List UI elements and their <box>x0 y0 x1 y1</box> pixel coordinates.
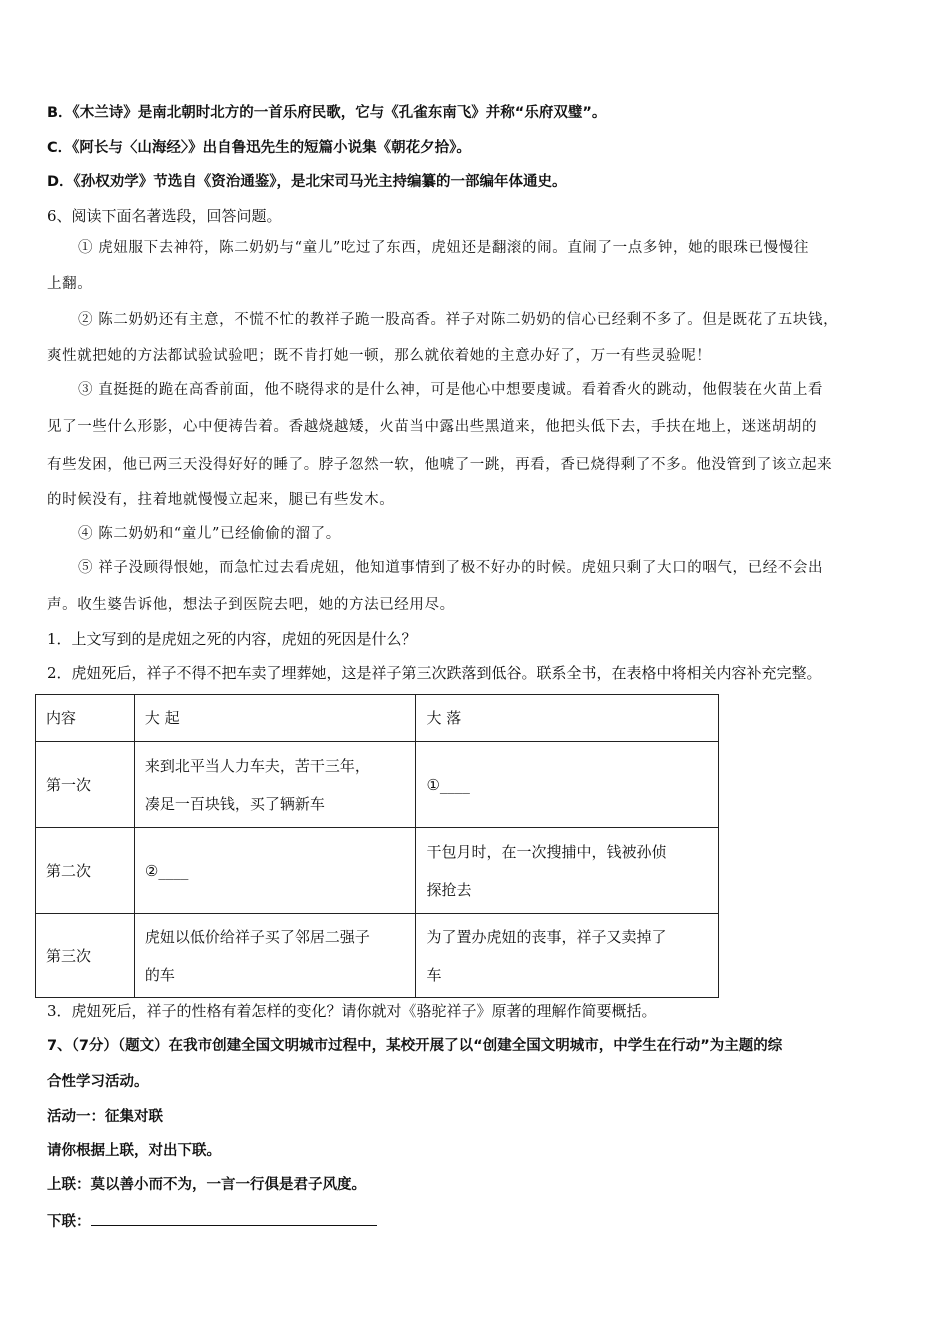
table-row <box>36 742 719 828</box>
activity-title: 活动一：征集对联 <box>47 1109 163 1125</box>
cell-line: 干包月时，在一次搜捕中，钱被孙侦 <box>426 842 667 861</box>
passage-p5-line1: ⑤ 祥子没顾得恨她，而急忙过去看虎妞，他知道事情到了极不好办的时候。虎妞只剩了大口的咽气，已经不会出 <box>78 560 824 576</box>
sub-question-2: 2．虎妞死后，祥子不得不把车卖了埋葬她，这是祥子第三次跌落到低谷。联系全书，在表格中将相关内容补充完整。 <box>47 664 822 682</box>
option-b: B．《木兰诗》是南北朝时北方的一首乐府民歌，它与《孔雀东南飞》并称“乐府双璧”。 <box>47 105 607 121</box>
sub-question-1: 1．上文写到的是虎妞之死的内容，虎妞的死因是什么？ <box>47 630 417 648</box>
cell-line: 来到北平当人力车夫，苦干三年， <box>144 756 370 775</box>
table-row <box>36 828 719 914</box>
cell-line: 车 <box>426 965 442 984</box>
table-header-row <box>36 695 719 742</box>
row-label: 第二次 <box>36 828 135 914</box>
question-7-head-line2: 合性学习活动。 <box>47 1074 149 1090</box>
passage-p1-line1: ① 虎妞服下去神符，陈二奶奶与“童儿”吃过了东西，虎妞还是翻滚的闹。直闹了一点多钟，她的眼珠已慢慢往 <box>78 240 809 256</box>
option-d: D．《孙权劝学》节选自《资治通鉴》，是北宋司马光主持编纂的一部编年体通史。 <box>47 174 567 190</box>
upper-couplet: 上联：莫以善小而不为，一言一行俱是君子风度。 <box>47 1177 366 1193</box>
row-label: 第三次 <box>36 914 135 998</box>
passage-p3-line4: 的时候没有，拄着地就慢慢立起来，腿已有些发木。 <box>47 492 395 508</box>
lower-couplet <box>47 1209 910 1232</box>
cell-line: 探抢去 <box>426 880 472 899</box>
lower-couplet-answer-blank[interactable] <box>91 1209 377 1226</box>
question-6-intro: 6、阅读下面名著选段，回答问题。 <box>47 207 282 225</box>
question-7-head-line1: 7、（7分）（题文）在我市创建全国文明城市过程中，某校开展了以“创建全国文明城市，中学生在行动”为主题的综 <box>47 1038 783 1054</box>
row-label: 第一次 <box>36 742 135 828</box>
table-header-cell: 内容 <box>36 695 135 742</box>
cell-line: 凑足一百块钱，买了辆新车 <box>144 794 325 813</box>
cell-line: 的车 <box>144 965 175 984</box>
table-header-cell: 大 起 <box>134 695 416 742</box>
fall-cell-blank[interactable] <box>416 742 719 828</box>
passage-p1-line2: 上翻。 <box>47 276 93 292</box>
passage-p5-line2: 声。收生婆告诉他，想法子到医院去吧，她的方法已经用尽。 <box>47 597 455 613</box>
fall-cell <box>416 914 719 998</box>
rise-cell <box>134 742 416 828</box>
option-c: C．《阿长与〈山海经〉》出自鲁迅先生的短篇小说集《朝花夕拾》。 <box>47 140 471 156</box>
lower-couplet-label: 下联： <box>47 1214 91 1230</box>
rise-cell <box>134 914 416 998</box>
passage-p4-line1: ④ 陈二奶奶和“童儿”已经偷偷的溜了。 <box>78 526 341 542</box>
passage-p3-line2: 见了一些什么形影，心中便祷告着。香越烧越矮，火苗当中露出些黑道来，他把头低下去，手扶在地上，迷迷胡胡的 <box>47 419 818 435</box>
rise-fall-table <box>35 694 719 998</box>
instruction: 请你根据上联，对出下联。 <box>47 1143 221 1159</box>
blank-answer-2[interactable]: ②____ <box>144 861 189 880</box>
passage-p2-line1: ② 陈二奶奶还有主意，不慌不忙的教祥子跪一股高香。祥子对陈二奶奶的信心已经剩不多了。但是既花了五块钱， <box>78 312 839 328</box>
cell-line: 为了置办虎妞的丧事，祥子又卖掉了 <box>426 927 667 946</box>
cell-line: 虎妞以低价给祥子买了邻居二强子 <box>144 927 370 946</box>
passage-p3-line3: 有些发困，他已两三天没得好好的睡了。脖子忽然一软，他唬了一跳，再看，香已烧得剩了不多。他没管到了该立起来 <box>47 457 833 473</box>
table-header-cell: 大 落 <box>416 695 719 742</box>
fall-cell <box>416 828 719 914</box>
passage-p3-line1: ③ 直挺挺的跪在高香前面，他不晓得求的是什么神，可是他心中想要虔诚。看着香火的跳动，他假装在火苗上看 <box>78 382 824 398</box>
passage-p2-line2: 爽性就把她的方法都试验试验吧；既不肯打她一顿，那么就依着她的主意办好了，万一有些灵验呢！ <box>47 348 712 364</box>
sub-question-3: 3．虎妞死后，祥子的性格有着怎样的变化？请你就对《骆驼祥子》原著的理解作简要概括。 <box>47 1002 657 1020</box>
table-row <box>36 914 719 998</box>
blank-answer-1[interactable]: ①____ <box>426 775 470 794</box>
rise-cell-blank[interactable] <box>134 828 416 914</box>
